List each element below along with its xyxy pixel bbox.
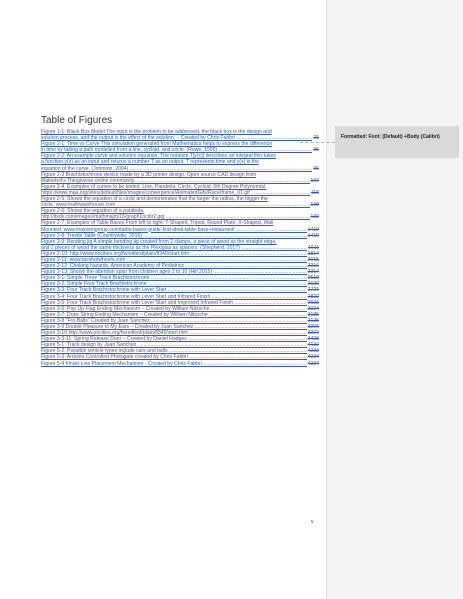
toc-entry-text[interactable]: equation of the curve. (Johnson, 2004) .....	[41, 166, 319, 172]
toc-entry-text[interactable]: a function y(x) as an input and returns a number T as an output. T represents time and y(x) is the	[41, 159, 259, 166]
toc-entry-text[interactable]: Figure 3-10 http://www.oocities.org/fwreitlerd/plain/8340/start.htm .....	[41, 330, 319, 336]
comments-pane	[326, 0, 463, 599]
toc-entry-text[interactable]: Figure 2-4: Examples of curves to be tested. Line, Parabola, Circle, Cycloid, 6th Degree Polynomial.	[41, 183, 267, 190]
toc-entry-text[interactable]: and 2 pieces of wood the same thickness as the Plexiglas as spacers. (Shepherd, 2017) .....	[41, 245, 319, 251]
toc-entry[interactable]	[41, 361, 319, 367]
toc-entry-text[interactable]: Figure 3-9 Double Pleasure to My Ears – Created by Juan Sanchez .....	[41, 324, 319, 330]
toc-entry-text[interactable]: Figure 3-7: Draw String Ending Mechanism – Created by William Nitzsche .....	[41, 312, 319, 318]
toc-entry-page: 139	[310, 202, 319, 209]
toc-entry-page: 96	[313, 147, 319, 154]
page-number: v	[311, 519, 314, 525]
toc-entry-page: 2216	[307, 263, 319, 270]
toc-entry-page: 3125	[307, 317, 319, 324]
toc-entry-text[interactable]: solution process, and the output is the effect of the solution. – Created by Chris Fabbri .....	[41, 135, 319, 141]
toc-entry-text[interactable]: Figure 2-2: An example curve and solution equation. The notation T[y(x)] describes an integral thin takes	[41, 153, 276, 160]
toc-entry-text[interactable]: Figure 2-3 Brachistochrone device made by a 3D printer design. Open source CAD design from	[41, 171, 257, 178]
toc-entry-text[interactable]: Figure 5-1: Track design by Juan Sanchez .....	[41, 342, 319, 348]
toc-entry-text[interactable]: Figure 3-5: Four Track Brachistochrone with Lever Start and Improved Infrared Finish .....	[41, 300, 319, 306]
toc-entry-page: 4334	[307, 360, 319, 367]
formatting-comment-text: Formatted: Font: (Default) +Body (Calibri)	[341, 134, 440, 140]
toc-entry-text[interactable]: http://itsdv.com/images/mathmajm/16/graph1ocdir2.jpg .....	[41, 214, 319, 220]
toc-entry-page: 1814	[307, 250, 319, 257]
toc-entry-text[interactable]: Figure 2-1: Time vs Curve This simulation generated from Mathematica helps to express the difference	[41, 141, 273, 148]
toc-entry-page: 4233	[307, 348, 319, 355]
toc-entry-text[interactable]: Figure 3-1: Simple Three Track Brachistochrone .....	[41, 275, 319, 281]
toc-entry-text[interactable]: Figure 3-8 "Fro-Balls" Created by Juan Sanchez .....	[41, 318, 319, 324]
toc-entry-page: 2317	[307, 269, 319, 276]
toc-entry-page: 4132	[307, 342, 319, 349]
toc-entry-text[interactable]: Figure 3-3-11: Spring Release Door – Created by Daniel Hodges .....	[41, 336, 319, 342]
toc-entry-page: 2620	[307, 281, 319, 288]
toc-entry-page: 118	[310, 189, 319, 196]
toc-entry-text[interactable]: Makerbot's Thingiverse online community. .....	[41, 178, 319, 184]
toc-entry-text[interactable]: Figure 5-2: Possible vehicle types include cars and balls .....	[41, 348, 319, 354]
toc-entry-page: 2721	[307, 287, 319, 294]
toc-entry-page: 1410	[307, 232, 319, 239]
toc-entry-page: 23	[313, 135, 319, 142]
toc-entry-page: 3024	[307, 305, 319, 312]
toc-entry-page: 3327	[307, 330, 319, 337]
table-of-figures	[41, 129, 319, 367]
toc-entry-text[interactable]: Figure 2-11: www.tacohotwheels.com .....	[41, 257, 319, 263]
toc-entry-text[interactable]: Figure 2-5: Shows the equation of a circle and demonstrates that the larger the radius, the bigger the	[41, 196, 268, 203]
toc-entry-page: 4334	[307, 354, 319, 361]
toc-entry-page: 2015	[307, 256, 319, 263]
toc-entry-page: 139	[310, 214, 319, 221]
formatting-comment-balloon[interactable]	[335, 126, 459, 158]
toc-entry-text[interactable]: in time by taking a path modelled from a line, cycloid, and circle. (Rowe, 1995) .....	[41, 147, 319, 153]
toc-entry-text[interactable]: Figure 2-10: http://www.oocities.org/fwreitlerd/plain/8340/start.htm .....	[41, 251, 319, 257]
toc-entry-text[interactable]: circle. www.mathwarehouse.com .....	[41, 202, 319, 208]
toc-entry-text[interactable]: Figure 2-9: Bending jig A simple bending jig created from 2 clamps, a piece of wood as the straight edge,	[41, 238, 277, 245]
toc-entry-text[interactable]: https://www.maa.org/sites/default/files/images/convergence/AnimatedGifs/Race/frame_01.gif .....	[41, 190, 319, 196]
toc-entry-text[interactable]: Figure 5-4 Finish Line Placement Mechanism - Created by Chris Fabbri .....	[41, 361, 319, 367]
toc-entry-page: 107	[310, 177, 319, 184]
toc-entry-page: 2822	[307, 293, 319, 300]
toc-entry-text[interactable]: Figure 3-4: Four Track Brachistochrone with Lever Start and Infrared Finish .....	[41, 294, 319, 300]
toc-entry-text[interactable]: Figure 5-3: Arduino Controlled Photogate created by Chris Fabbri .....	[41, 354, 319, 360]
toc-entry-page: 3125	[307, 311, 319, 318]
toc-entry-text[interactable]: Figure 3-3: Four Track Brachistochrone with Lever Start .....	[41, 287, 319, 293]
toc-entry-page: 1410	[307, 226, 319, 233]
toc-entry-text[interactable]: Figure 2-8: Trestle Table (Countryside, 2016) .....	[41, 233, 319, 239]
toc-entry-page: 2519	[307, 275, 319, 282]
toc-entry-text[interactable]: Figure 3-2: Simple Four Track Brachistochrone .....	[41, 281, 319, 287]
toc-entry-text[interactable]: Mounted. www.maxxsmgroup.com/table-bases-guide-find-ideal-table-base-restaurant/ .....	[41, 227, 319, 233]
toc-entry-page: 96	[313, 165, 319, 172]
toc-title: Table of Figures	[41, 115, 113, 126]
toc-entry-text[interactable]: Figure 3-6: Pop Up Flag Ending Mechanism – Created by William Nitzsche .....	[41, 306, 319, 312]
toc-entry-text[interactable]: Figure 1-1: Black Box Model The input is the problem to be addressed, the black box is the design and	[41, 129, 272, 135]
toc-entry-page: 1611	[308, 244, 319, 251]
toc-entry-page: 3428	[307, 336, 319, 343]
toc-entry-text[interactable]: Figure 2-7: Examples of Table Bases From left to right: T-Shaped, Tripod, Round Plate, X-Shaped, Wall	[41, 220, 274, 227]
toc-entry-page: 3226	[307, 324, 319, 330]
toc-entry-text[interactable]: Figure 2-6: Shows the equation of a parabola.	[41, 208, 145, 215]
toc-entry-text[interactable]: Figure 2-13: Shows the attention span from children ages 2 to 10 (Hill 2015) .....	[41, 269, 319, 275]
toc-entry-text[interactable]: Figure 2-12: Choking hazards, American Academy of Pediatrics .....	[41, 263, 319, 269]
toc-entry-page: 2923	[307, 299, 319, 306]
